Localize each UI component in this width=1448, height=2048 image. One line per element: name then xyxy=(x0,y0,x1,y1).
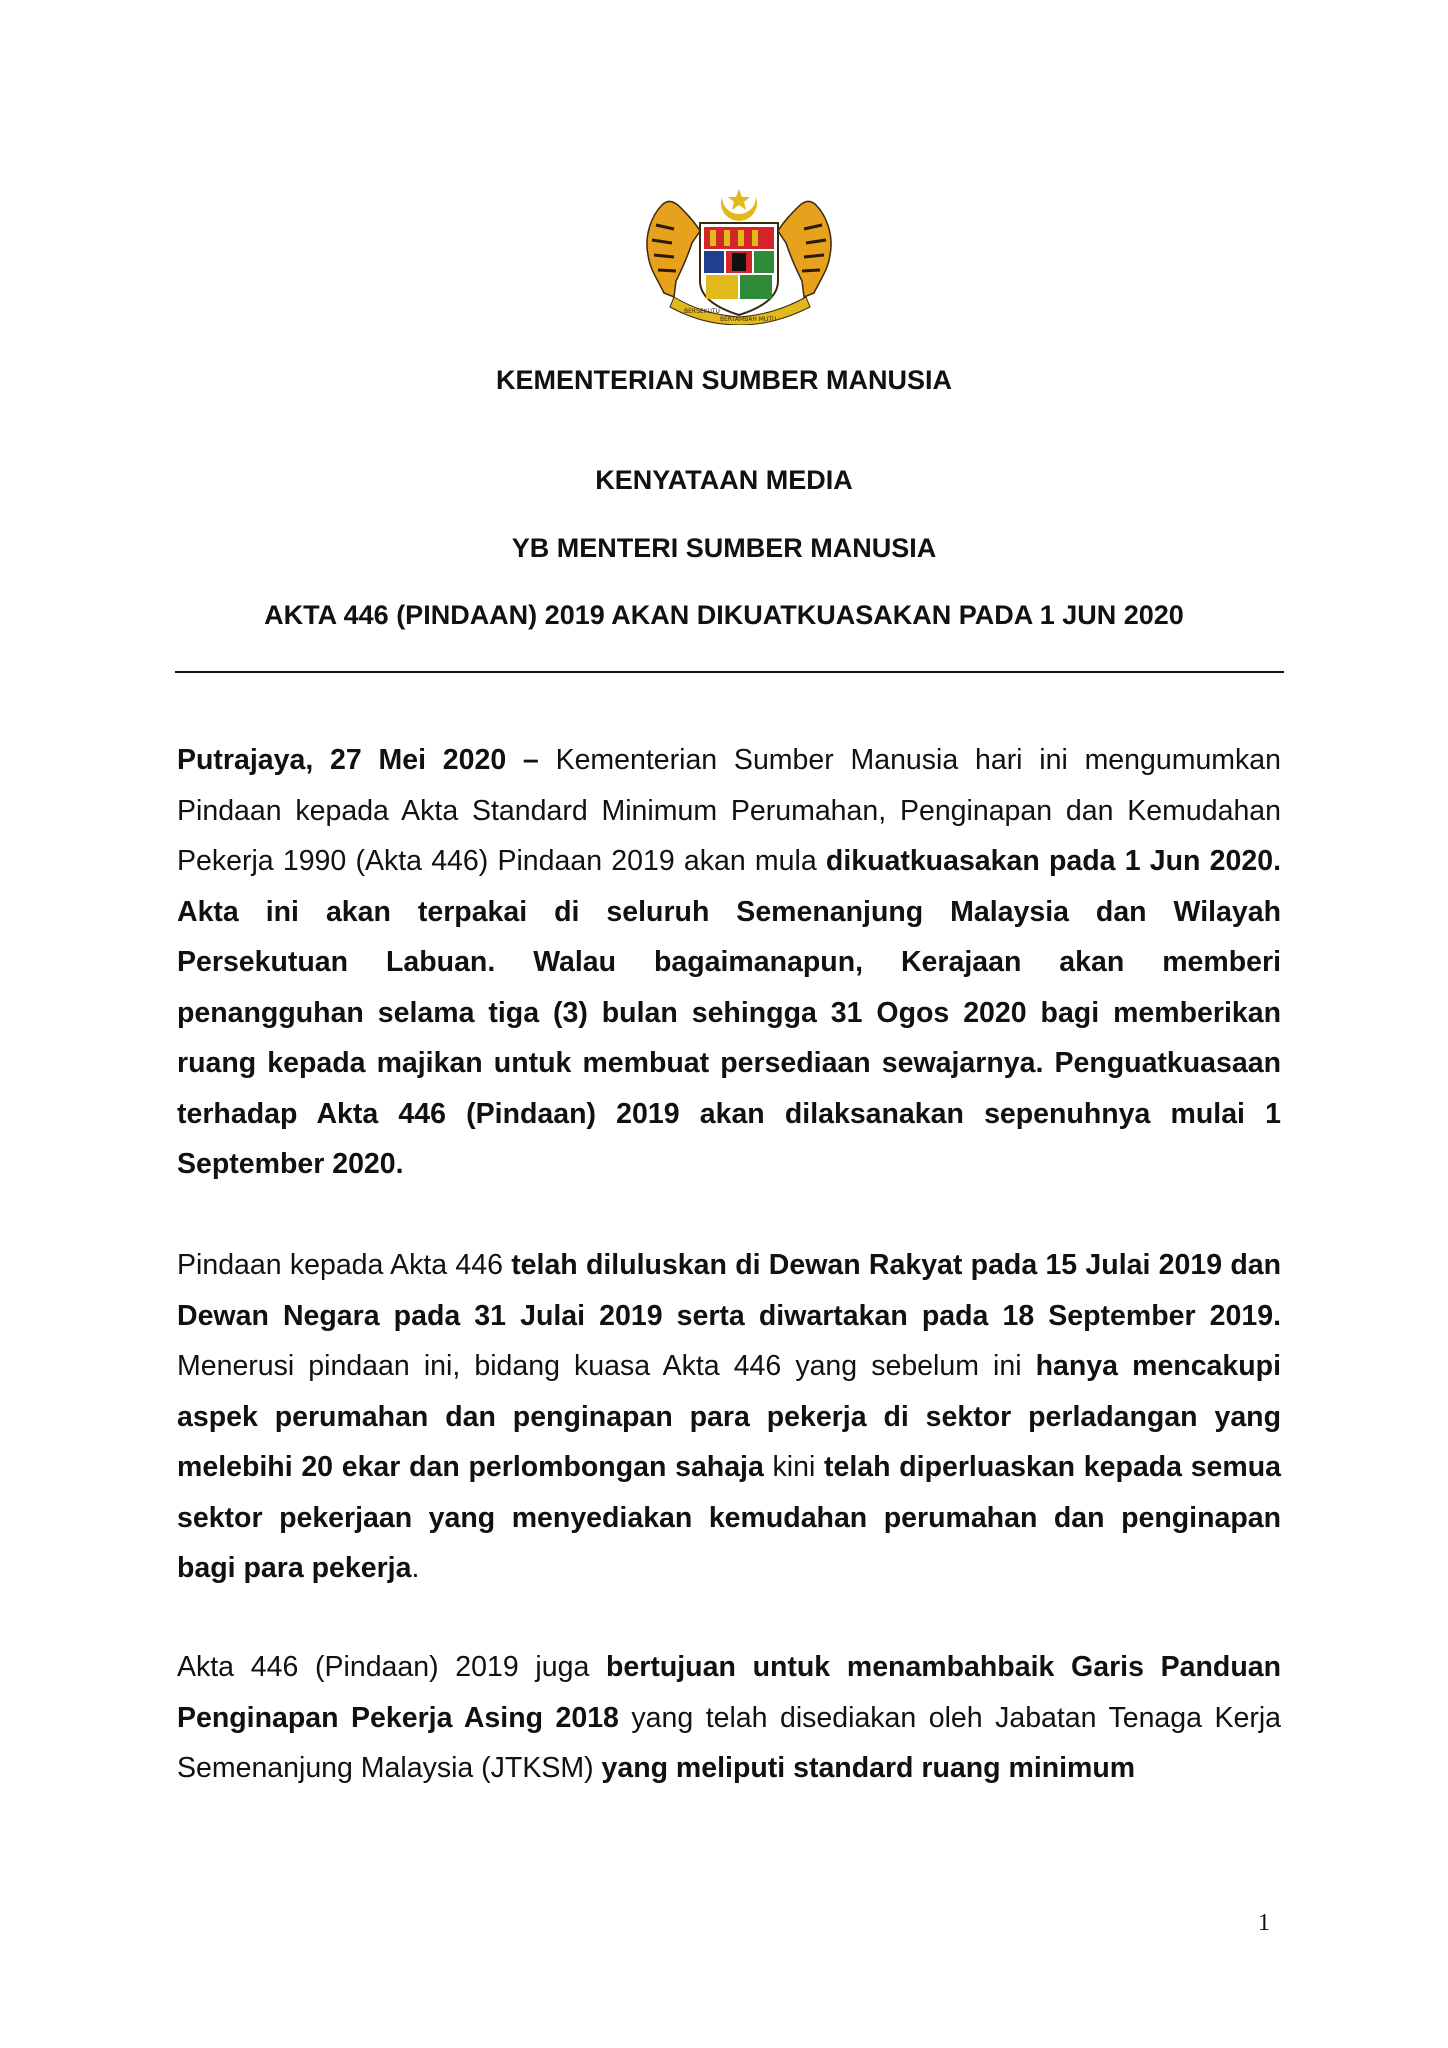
document-title: AKTA 446 (PINDAAN) 2019 AKAN DIKUATKUASAKAN PADA 1 JUN 2020 xyxy=(264,600,1184,630)
paragraph-2 xyxy=(177,1240,1281,1594)
paragraph-3-text-b: yang telah disediakan oleh Jabatan Tenaga Kerja Semenanjung Malaysia (JTKSM) xyxy=(177,1701,1281,1784)
paragraph-2-text-a: Pindaan kepada Akta 446 xyxy=(177,1249,512,1281)
ministry-heading: KEMENTERIAN SUMBER MANUSIA xyxy=(495,365,952,395)
paragraph-2-emphasis-c: telah diperluaskan kepada semua sektor pekerjaan yang menyediakan kemudahan perumahan dan penginapan bagi para pekerja xyxy=(177,1451,1282,1584)
page-number: 1 xyxy=(1258,1910,1270,1936)
statement-type-heading: KENYATAAN MEDIA xyxy=(595,465,853,495)
paragraph-2-emphasis-b: hanya mencakupi aspek perumahan dan penginapan para pekerja di sektor perladangan yang melebihi 20 ekar dan perlombongan sahaja xyxy=(177,1350,1281,1483)
paragraph-3 xyxy=(177,1642,1281,1794)
paragraph-2-emphasis-a: telah diluluskan di Dewan Rakyat pada 15 Julai 2019 dan Dewan Negara pada 31 Julai 2019 serta diwartakan pada 18 September 2019. xyxy=(177,1249,1281,1332)
paragraph-2-text-d: . xyxy=(411,1552,420,1584)
paragraph-2-text-c: kini xyxy=(763,1451,825,1483)
paragraph-1-emphasis: dikuatkuasakan pada 1 Jun 2020. Akta ini akan terpakai di seluruh Semenanjung Malaysia dan Wilayah Persekutuan Labuan. Walau bagaimanapun, Kerajaan akan memberi penangguhan selama tiga (3) bulan sehingga 31 Ogos 2020 bagi memberikan ruang kepada majikan untuk membuat persediaan sewajarnya. Penguatkuasaan terhadap Akta 446 (Pindaan) 2019 akan dilaksanakan sepenuhnya mulai 1 September 2020. xyxy=(177,845,1281,1180)
paragraph-3-text-a: Akta 446 (Pindaan) 2019 juga xyxy=(177,1651,607,1683)
paragraph-1 xyxy=(177,735,1281,1190)
paragraph-2-text-b: Menerusi pindaan ini, bidang kuasa Akta 446 yang sebelum ini xyxy=(177,1350,1036,1382)
crest-ribbon-left-text: BERSEKUTU xyxy=(684,308,720,315)
paragraph-3-emphasis-b: yang meliputi standard ruang minimum xyxy=(601,1752,1136,1784)
paragraph-3-emphasis-a: bertujuan untuk menambahbaik Garis Panduan Penginapan Pekerja Asing 2018 xyxy=(177,1651,1281,1734)
issuer-heading: YB MENTERI SUMBER MANUSIA xyxy=(511,533,937,563)
title-underline-divider xyxy=(175,671,1284,673)
coat-of-arms-emblem xyxy=(634,185,844,325)
paragraph-1-text: Kementerian Sumber Manusia hari ini mengumumkan Pindaan kepada Akta Standard Minimum Perumahan, Penginapan dan Kemudahan Pekerja 1990 (Akta 446) Pindaan 2019 akan mula xyxy=(177,744,1281,877)
dateline: Putrajaya, 27 Mei 2020 – xyxy=(177,744,539,776)
crest-ribbon-main-text: BERTAMBAH MUTU xyxy=(720,316,777,323)
